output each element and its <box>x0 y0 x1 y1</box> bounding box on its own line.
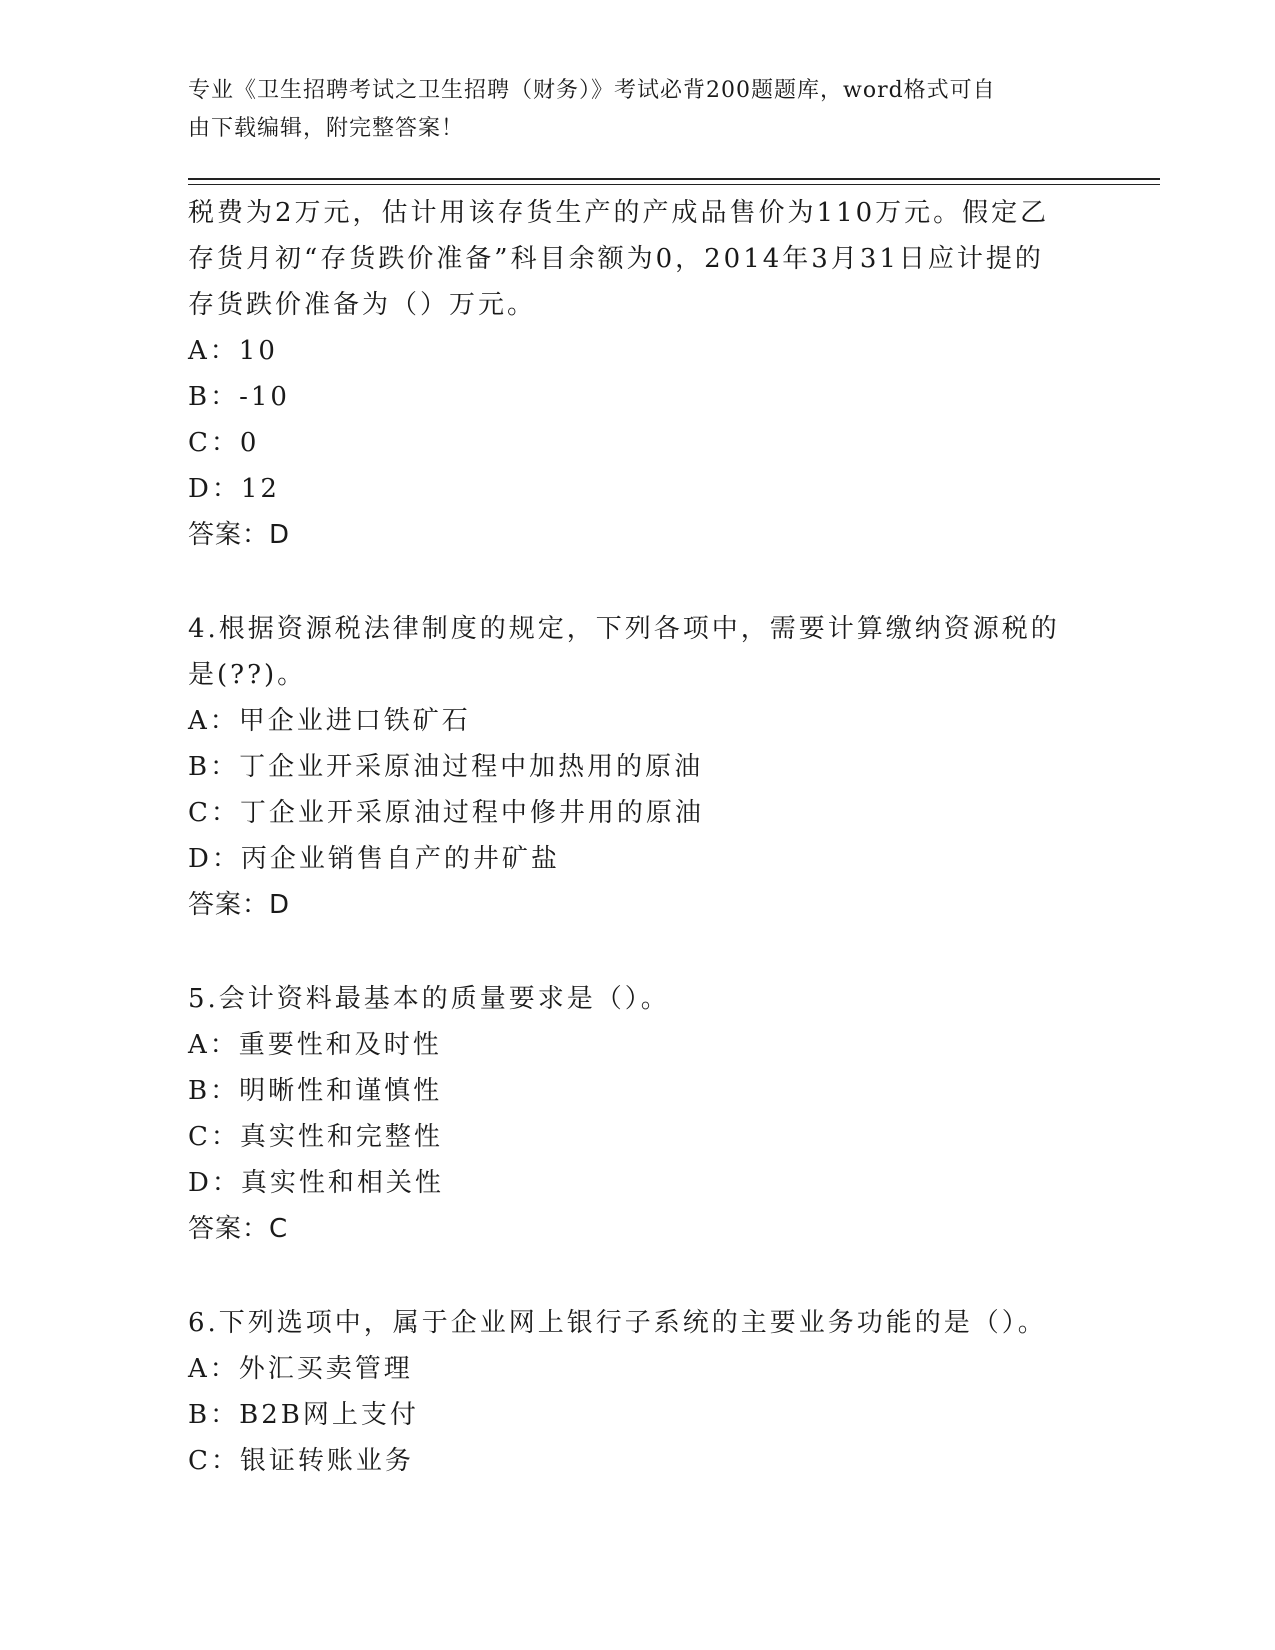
question-list <box>188 190 1088 1484</box>
question-spacer <box>188 928 1088 976</box>
option-b: B：丁企业开采原油过程中加热用的原油 <box>188 752 704 782</box>
question-stem-line: 存货跌价准备为（）万元。 <box>188 290 537 320</box>
question-spacer <box>188 558 1088 606</box>
question-stem-line: 是(??)。 <box>188 660 307 690</box>
answer-label: 答案：D <box>188 890 291 920</box>
option-a: A：外汇买卖管理 <box>188 1354 413 1384</box>
option-b: B：明晰性和谨慎性 <box>188 1076 443 1106</box>
header-divider-thin <box>188 184 1160 185</box>
answer-label: 答案：C <box>188 1214 289 1244</box>
option-d: D：丙企业销售自产的井矿盐 <box>188 844 560 874</box>
header-divider-thick <box>188 178 1160 180</box>
question-stem-line: 4.根据资源税法律制度的规定，下列各项中，需要计算缴纳资源税的 <box>188 614 1060 644</box>
option-c: C：银证转账业务 <box>188 1446 414 1476</box>
option-a: A：10 <box>188 336 278 366</box>
question-5 <box>188 976 1088 1252</box>
answer-label: 答案：D <box>188 520 291 550</box>
header-line-2: 由下载编辑，附完整答案！ <box>188 116 465 141</box>
option-d: D：真实性和相关性 <box>188 1168 444 1198</box>
question-stem-line: 5.会计资料最基本的质量要求是（）。 <box>188 984 670 1014</box>
question-4 <box>188 606 1088 928</box>
option-c: C：丁企业开采原油过程中修井用的原油 <box>188 798 704 828</box>
option-d: D：12 <box>188 474 280 504</box>
question-stem-line: 税费为2万元，估计用该存货生产的产成品售价为110万元。假定乙 <box>188 198 1050 228</box>
question-spacer <box>188 1252 1088 1300</box>
option-b: B：-10 <box>188 382 290 412</box>
question-6 <box>188 1300 1088 1484</box>
question-stem-line: 存货月初“存货跌价准备”科目余额为0，2014年3月31日应计提的 <box>188 244 1044 274</box>
question-stem-line: 6.下列选项中，属于企业网上银行子系统的主要业务功能的是（）。 <box>188 1308 1047 1338</box>
option-a: A：甲企业进口铁矿石 <box>188 706 471 736</box>
option-c: C：真实性和完整性 <box>188 1122 443 1152</box>
document-header <box>188 72 1068 148</box>
option-a: A：重要性和及时性 <box>188 1030 442 1060</box>
option-c: C：0 <box>188 428 260 458</box>
header-line-1: 专业《卫生招聘考试之卫生招聘（财务）》考试必背200题题库，word格式可自 <box>188 78 996 103</box>
question-3 <box>188 190 1088 558</box>
option-b: B：B2B网上支付 <box>188 1400 419 1430</box>
